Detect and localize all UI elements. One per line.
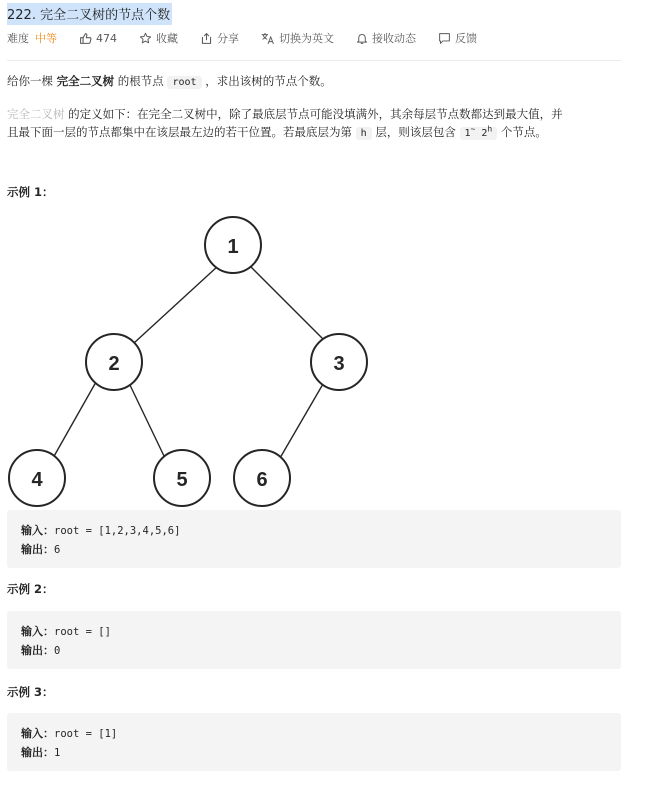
description-line-3 <box>7 123 547 143</box>
output-label: 输出： <box>21 644 54 657</box>
node-label: 1 <box>227 236 239 258</box>
output-value: 0 <box>54 645 61 657</box>
share-icon <box>200 32 213 45</box>
feedback-icon <box>438 32 451 45</box>
range-tilde: ~ <box>470 124 476 134</box>
like-count: 474 <box>96 31 117 45</box>
example-3-output-line <box>21 744 60 760</box>
example-3-code-block <box>7 713 621 771</box>
complete-binary-tree-link[interactable]: 完全二叉树 <box>7 107 65 121</box>
switch-language-label: 切换为英文 <box>279 32 334 45</box>
problem-meta-bar <box>7 30 499 46</box>
input-label: 输入： <box>21 727 54 740</box>
share-button[interactable] <box>200 30 239 46</box>
text: ，求出该树的节点个数。 <box>201 74 332 88</box>
text: 层，则该层包含 <box>371 125 460 139</box>
header-divider <box>7 60 621 61</box>
input-value: root = [1,2,3,4,5,6] <box>54 525 181 537</box>
node-label: 3 <box>333 353 345 375</box>
tree-node-5 <box>154 450 210 506</box>
example-1-code-block <box>7 510 621 568</box>
tree-node-3 <box>311 334 367 390</box>
like-button[interactable] <box>79 32 117 45</box>
input-value: root = [] <box>54 626 111 638</box>
feedback-button[interactable] <box>438 30 477 46</box>
output-label: 输出： <box>21 543 54 556</box>
translate-icon <box>261 32 275 45</box>
input-label: 输入： <box>21 625 54 638</box>
example-2-title: 示例 2： <box>7 582 54 596</box>
example-1-output-line <box>21 541 60 557</box>
share-label: 分享 <box>217 32 239 45</box>
range-start: 1 <box>464 128 471 139</box>
description-line-1 <box>7 72 332 92</box>
example-2-code-block <box>7 611 621 669</box>
output-value: 1 <box>54 747 61 759</box>
inline-code-range <box>460 124 498 140</box>
example-1-tree-diagram <box>7 212 377 510</box>
description-line-2 <box>7 105 563 124</box>
inline-code-h: h <box>356 127 372 140</box>
edge-1-2 <box>134 266 218 343</box>
difficulty-label: 难度 <box>7 32 29 45</box>
feedback-label: 反馈 <box>455 32 477 45</box>
subscribe-label: 接收动态 <box>372 32 416 45</box>
node-label: 2 <box>108 353 120 375</box>
text: 的根节点 <box>114 74 168 88</box>
example-1-input-line <box>21 522 180 538</box>
example-1-title: 示例 1： <box>7 185 54 199</box>
switch-language-button[interactable] <box>261 30 334 46</box>
node-label: 6 <box>256 469 268 491</box>
text: 给你一棵 <box>7 74 57 88</box>
edge-2-5 <box>129 383 164 456</box>
text: 且最下面一层的节点都集中在该层最左边的若干位置。若最底层为第 <box>7 125 356 139</box>
tree-node-4 <box>9 450 65 506</box>
node-label: 5 <box>176 469 188 491</box>
example-3-input-line <box>21 725 117 741</box>
star-icon <box>139 32 152 45</box>
problem-title: 222. 完全二叉树的节点个数 <box>7 3 172 25</box>
example-3-title: 示例 3： <box>7 685 54 699</box>
difficulty-badge: 中等 <box>35 32 57 45</box>
text: 个节点。 <box>497 125 547 139</box>
input-value: root = [1] <box>54 728 118 740</box>
tree-node-6 <box>234 450 290 506</box>
edge-3-6 <box>280 384 323 458</box>
tree-node-1 <box>205 217 261 273</box>
output-value: 6 <box>54 544 61 556</box>
favorite-label: 收藏 <box>156 32 178 45</box>
example-2-input-line <box>21 623 111 639</box>
output-label: 输出： <box>21 746 54 759</box>
tree-node-2 <box>86 334 142 390</box>
example-2-output-line <box>21 642 60 658</box>
favorite-button[interactable] <box>139 30 178 46</box>
input-label: 输入： <box>21 524 54 537</box>
edge-2-4 <box>53 382 96 458</box>
bell-icon <box>356 32 368 45</box>
node-label: 4 <box>31 469 43 491</box>
edge-1-3 <box>250 266 325 341</box>
range-exponent: h <box>487 124 493 134</box>
range-end: 2 <box>481 128 488 139</box>
thumbs-up-icon <box>79 32 92 45</box>
inline-code-root: root <box>167 76 201 89</box>
subscribe-button[interactable] <box>356 30 416 46</box>
keyword-complete-binary-tree: 完全二叉树 <box>56 74 115 88</box>
text: 的定义如下：在完全二叉树中，除了最底层节点可能没填满外，其余每层节点数都达到最大值，并 <box>64 107 563 121</box>
